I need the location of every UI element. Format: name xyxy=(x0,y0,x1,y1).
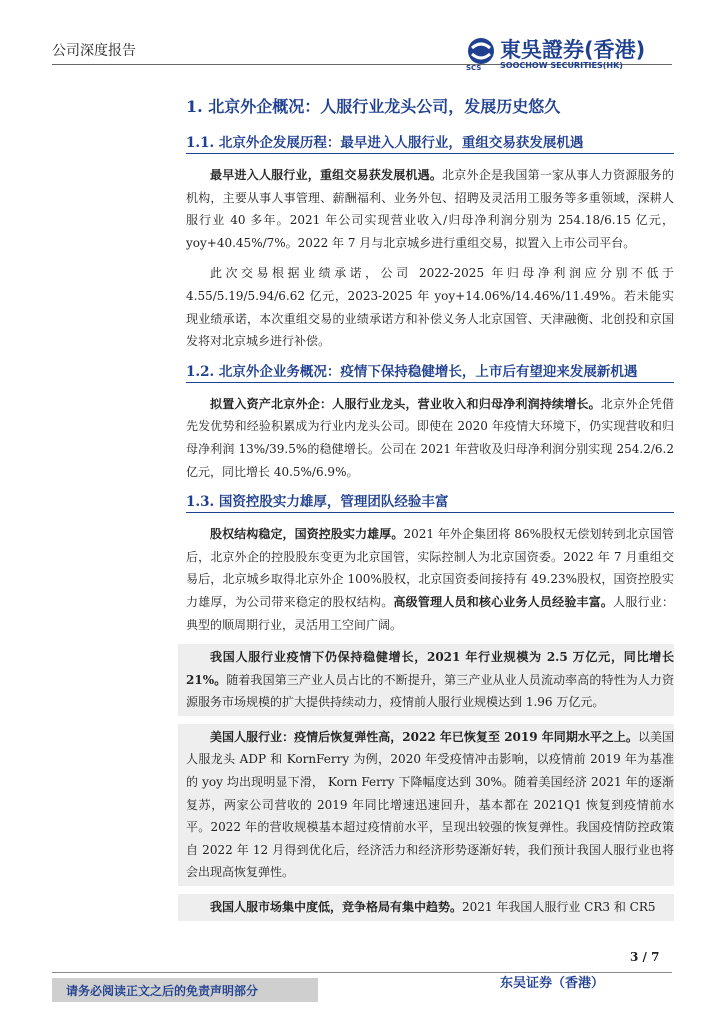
disclaimer-note: 请务必阅读正文之后的免责声明部分 xyxy=(66,984,259,998)
brand-logo-icon xyxy=(466,36,496,66)
highlight-para-us-market xyxy=(178,724,674,886)
para-text: 2021 年我国人服行业 CR3 和 CR5 xyxy=(462,900,656,915)
section-1-2-heading: 1.2. 北京外企业务概况：疫情下保持稳健增长，上市后有望迎来发展新机遇 xyxy=(186,361,674,383)
para-text: 以美国人服龙头 ADP 和 KornFerry 为例，2020 年受疫情冲击影响，以疫情前 2019 年为基准的 yoy 均出现明显下滑， Korn Ferry 下降幅度达到 30%。随着美国经济 2021 年的逐渐复苏，两家公司营收的 2019 年同比增速迅速回升，基本都在 2021Q1 恢复到疫情前水平。2022 年的营收规模基本超过疫情前水平，呈现出较强的恢复弹性。我国疫情防控政策自 2022 年 12 月得到优化后，经济活力和经济形势逐渐好转，我们预计我国人服行业也将会出现高恢复弹性。 xyxy=(186,729,674,880)
highlight-para-concentration xyxy=(178,894,674,921)
para-text: 2021 年外企集团将 86%股权无偿划转到北京国管后，北京外企的控股股东变更为北京国管，实际控制人为北京国资委。2022 年 7 月重组交易后，北京城乡取得北京外企 100%股权，北京国资委间接持有 49.23%股权，国资控股实力雄厚，为公司带来稳定的股权结构。 xyxy=(186,527,674,609)
para-bold-lead: 最早进入人服行业，重组交易获发展机遇。 xyxy=(210,168,443,182)
brand-logo-chinese: 東吳證券(香港) xyxy=(500,38,646,62)
para-bold-lead: 我国人服行业疫情下仍保持稳健增长，2021 年行业规模为 2.5 万亿元，同比增长 21%。 xyxy=(186,650,674,687)
section-1-heading: 1. 北京外企概况：人服行业龙头公司，发展历史悠久 xyxy=(186,97,561,116)
section-1-1-para-2: 此次交易根据业绩承诺，公司 2022-2025 年归母净利润应分别不低于 4.55/5.19/5.94/6.62 亿元，2023-2025 年 yoy+14.06%/14.46%/11.49%。若未能实现业绩承诺，本次重组交易的业绩承诺方和补偿义务人北京国管、天津融衡、北创投和京国发将对北京城乡进行补偿。 xyxy=(186,266,674,349)
footer-brand: 东吴证券（香港） xyxy=(500,976,605,991)
section-1-1-para-1 xyxy=(186,164,674,254)
para-text: 北京外企凭借先发优势和经验积累成为行业内龙头公司。即使在 2020 年疫情大环境下，仍实现营收和归母净利润 13%/39.5%的稳健增长。公司在 2021 年营收及归母净利润分别实现 254.2/6.2 亿元，同比增长 40.5%/6.9%。 xyxy=(186,396,674,479)
brand-logo-english: SOOCHOW SECURITIES(HK) xyxy=(500,61,623,70)
para-bold-lead: 我国人服市场集中度低，竞争格局有集中趋势。 xyxy=(210,900,463,915)
para-bold-mid: 高级管理人员和核心业务人员经验丰富。 xyxy=(393,594,614,609)
section-1-3-para-1 xyxy=(186,523,674,636)
para-bold-lead: 拟置入资产北京外企：人服行业龙头，营业收入和归母净利润持续增长。 xyxy=(210,396,601,411)
para-text: 随着我国第三产业人员占比的不断提升，第三产业从业人员流动率高的特性为人力资源服务市场规模的扩大提供持续动力，疫情前人服行业规模达到 1.96 万亿元。 xyxy=(186,672,674,710)
page-number: 3 / 7 xyxy=(630,950,660,964)
highlight-para-china-market xyxy=(178,644,674,716)
section-1-2-para-1 xyxy=(186,393,674,483)
brand-logo xyxy=(466,34,672,72)
para-bold-lead: 股权结构稳定，国资控股实力雄厚。 xyxy=(210,527,404,542)
section-1-3-heading: 1.3. 国资控股实力雄厚，管理团队经验丰富 xyxy=(186,491,674,513)
section-1-1-heading: 1.1. 北京外企发展历程：最早进入人服行业，重组交易获发展机遇 xyxy=(186,132,674,154)
para-text: 北京外企是我国第一家从事人力资源服务的机构，主要从事人事管理、薪酬福利、业务外包、招聘及灵活用工服务等多重领域，深耕人服行业 40 多年。2021 年公司实现营业收入/归母净利润分别为 254.18/6.15 亿元，yoy+40.45%/7%。2022 年 7 月与北京城乡进行重组交易，拟置入上市公司平台。 xyxy=(186,168,674,250)
report-body xyxy=(186,92,674,929)
para-text-tail: 人服行业：典型的顺周期行业，灵活用工空间广阔。 xyxy=(186,594,674,632)
para-bold-lead: 美国人服行业：疫情后恢复弹性高，2022 年已恢复至 2019 年同期水平之上。 xyxy=(210,729,638,744)
report-type-label: 公司深度报告 xyxy=(52,43,136,59)
brand-logo-abbr: SCS xyxy=(466,64,482,72)
